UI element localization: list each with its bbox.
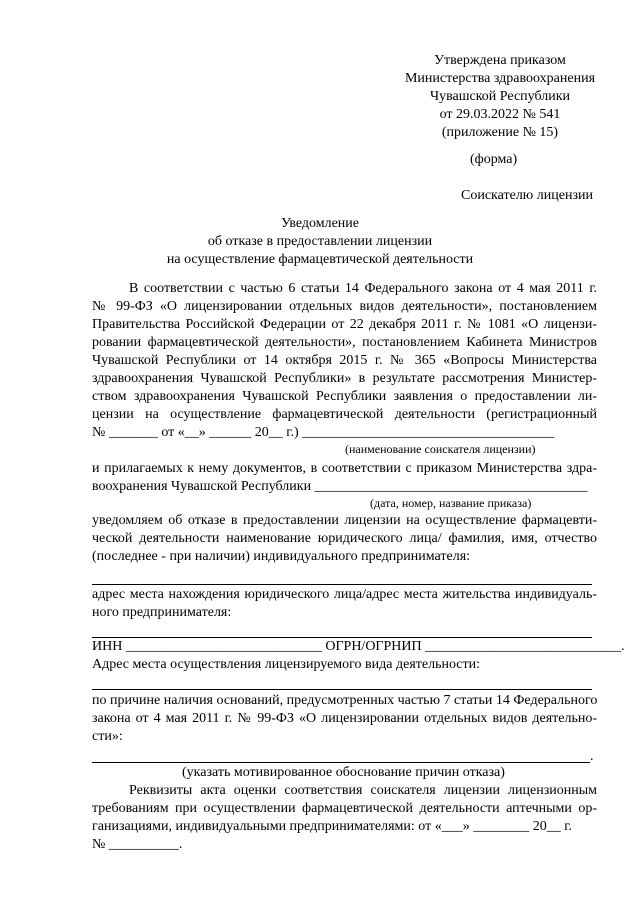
- paragraph-2-line: и прилагаемых к нему документов, в соответствии с приказом Министерства здра-: [92, 461, 597, 476]
- inn-ogrn-line: ИНН ____________________________ ОГРН/ОГРНИП ____________________________.: [92, 639, 625, 654]
- recipient-label: Соискателю лицензии: [461, 188, 593, 203]
- blank-line: [92, 762, 590, 763]
- caption-applicant: (наименование соискателя лицензии): [345, 442, 536, 456]
- blank-line: [92, 689, 592, 690]
- paragraph-1-line: здравоохранения Чувашской Республики» в результате рассмотрения Министер-: [92, 371, 597, 386]
- caption-reason: (указать мотивированное обоснование причин отказа): [182, 765, 505, 780]
- paragraph-6-last-line: № __________.: [92, 837, 183, 852]
- paragraph-3-line: (последнее - при наличии) индивидуального предпринимателя:: [92, 549, 471, 564]
- approval-line-4: от 29.03.2022 № 541: [439, 107, 561, 122]
- paragraph-1-line: Чувашской Республики от 14 октября 2015 г. № 365 «Вопросы Министерства: [92, 353, 597, 368]
- paragraph-6-line: ганизациями, индивидуальными предпринимателями: от «___» ________ 20__ г.: [92, 819, 572, 834]
- paragraph-5-line: сти»:: [92, 729, 123, 744]
- paragraph-3-line: ческой деятельности наименование юридического лица/ фамилия, имя, отчество: [92, 531, 597, 546]
- paragraph-6-line: Реквизиты акта оценки соответствия соискателя лицензии лицензионным: [129, 783, 597, 798]
- doc-title-line-1: Уведомление: [280, 216, 359, 231]
- doc-title-line-2: об отказе в предоставлении лицензии: [207, 234, 433, 249]
- registration-line: № _______ от «__» ______ 20__ г.) ____________________________________: [92, 425, 555, 440]
- approval-line-1: Утверждена приказом: [434, 53, 566, 68]
- paragraph-1-line: ством здравоохранения Чувашской Республики заявления о предоставлении ли-: [92, 389, 597, 404]
- approval-line-5: (приложение № 15): [441, 125, 559, 140]
- approval-line-2: Министерства здравоохранения: [404, 71, 596, 86]
- blank-line: [92, 584, 592, 585]
- form-label: (форма): [470, 152, 518, 167]
- approval-line-3: Чувашской Республики: [429, 89, 571, 104]
- paragraph-3-line: уведомляем об отказе в предоставлении лицензии на осуществление фармацевти-: [92, 513, 597, 528]
- paragraph-1-line: В соответствии с частью 6 статьи 14 Федерального закона от 4 мая 2011 г.: [129, 281, 597, 296]
- paragraph-1-line: Правительства Российской Федерации от 22 декабря 2011 г. № 1081 «О лицензи-: [92, 317, 597, 332]
- paragraph-6-line: требованиям при осуществлении фармацевтической деятельности аптечными ор-: [92, 801, 597, 816]
- doc-title-line-3: на осуществление фармацевтической деятельности: [166, 252, 474, 267]
- paragraph-1-line: цензии на осуществление фармацевтической деятельности (регистрационный: [92, 407, 597, 422]
- line-end-dot: .: [590, 749, 594, 764]
- caption-order: (дата, номер, название приказа): [370, 496, 532, 510]
- activity-address-label: Адрес места осуществления лицензируемого вида деятельности:: [92, 657, 481, 672]
- address-line: ного предпринимателя:: [92, 605, 232, 620]
- paragraph-1-line: № 99-ФЗ «О лицензировании отдельных видов деятельности», постановлением: [92, 299, 597, 314]
- paragraph-5-line: закона от 4 мая 2011 г. № 99-ФЗ «О лицензировании отдельных видов деятельно-: [92, 711, 597, 726]
- paragraph-1-line: ровании фармацевтической деятельности», постановлением Кабинета Министров: [92, 335, 597, 350]
- paragraph-5-line: по причине наличия оснований, предусмотренных частью 7 статьи 14 Федерального: [92, 693, 598, 708]
- address-line: адрес места нахождения юридического лица/адрес места жительства индивидуаль-: [92, 587, 597, 602]
- paragraph-2-line: воохранения Чувашской Республики _______________________________________: [92, 479, 588, 494]
